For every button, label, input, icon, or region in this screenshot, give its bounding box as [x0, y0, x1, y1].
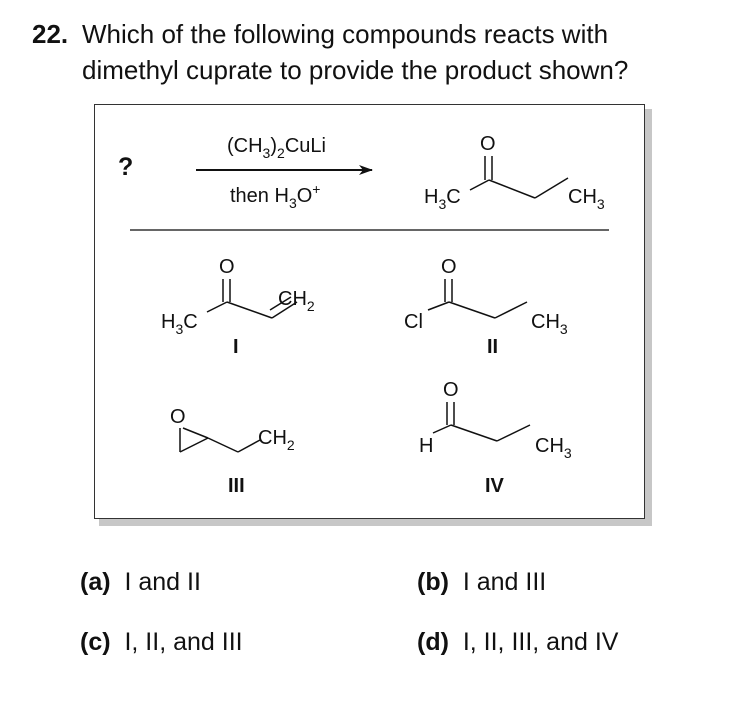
compound-iii-oxygen: O: [170, 406, 186, 428]
compound-ii-right-group: $CH_3$: [531, 311, 568, 337]
choice-d-text: I, II, III, and IV: [462, 628, 619, 656]
choice-c[interactable]: [80, 627, 243, 657]
compound-iv-label: IV: [485, 475, 504, 497]
compound-iv-left-group: H: [419, 435, 434, 457]
compound-iv-oxygen: O: [443, 379, 459, 401]
compound-iii-structure: [170, 406, 295, 497]
compound-iv-right-group: $CH_3$: [535, 435, 572, 461]
compound-iii-label: III: [228, 475, 245, 497]
compound-i-right-group: $CH_2$: [278, 288, 315, 314]
question-line-2: dimethyl cuprate to provide the product shown?: [82, 55, 629, 85]
choice-b-letter: (b): [417, 568, 449, 596]
compound-ii-structure: [404, 256, 568, 358]
product-left-group: $H_3C$: [424, 186, 461, 212]
compound-ii-label: II: [487, 336, 499, 358]
compound-i-left-group: $H_3C$: [161, 311, 198, 337]
product-structure: [424, 133, 605, 212]
question-line-1: Which of the following compounds reacts with: [82, 19, 609, 49]
condition-label: then $H_3O^+$: [230, 181, 321, 211]
choice-a[interactable]: [80, 567, 201, 597]
compound-ii-left-group: Cl: [404, 311, 423, 333]
product-oxygen: O: [480, 133, 496, 155]
choice-c-text: I, II, and III: [124, 628, 243, 656]
choice-a-letter: (a): [80, 568, 111, 596]
choice-b-text: I and III: [462, 568, 547, 596]
choice-a-text: I and II: [124, 568, 201, 596]
compound-iv-structure: [419, 379, 572, 497]
question-number: 22.: [32, 19, 69, 49]
compound-iii-right-group: $CH_2$: [258, 427, 295, 453]
compound-ii-oxygen: O: [441, 256, 457, 278]
choice-b[interactable]: [417, 567, 546, 597]
compound-i-label: I: [233, 336, 239, 358]
choice-d[interactable]: [417, 627, 618, 657]
choice-c-letter: (c): [80, 628, 111, 656]
choice-d-letter: (d): [417, 628, 449, 656]
product-right-group: $CH_3$: [568, 186, 605, 212]
unknown-reactant: ?: [118, 153, 134, 181]
compound-i-oxygen: O: [219, 256, 235, 278]
compound-i-structure: [161, 256, 315, 358]
reagent-label: $(CH_3)_2CuLi$: [227, 135, 326, 161]
